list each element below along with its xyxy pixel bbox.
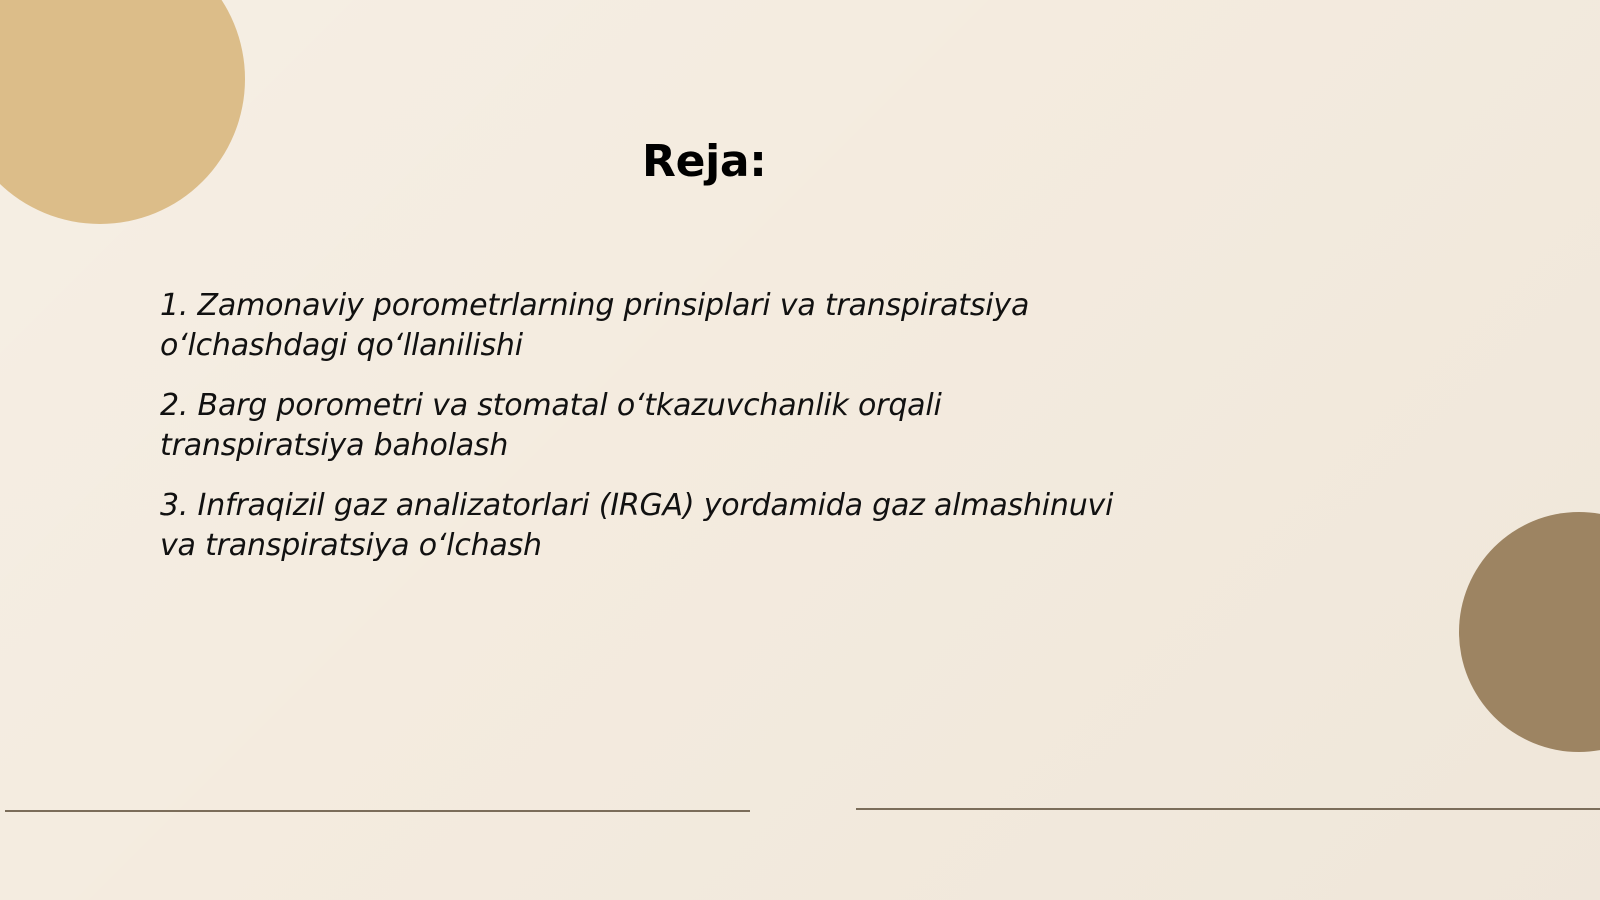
slide-title: Reja: (642, 136, 767, 187)
decorative-circle-right (1459, 512, 1600, 752)
bottom-divider-left (5, 810, 750, 812)
bottom-divider-right (856, 808, 1600, 810)
agenda-item-1: 1. Zamonaviy porometrlarning prinsiplari va transpiratsiya o‘lchashdagi qo‘llanilishi (160, 288, 1030, 363)
agenda-list (160, 286, 1150, 586)
agenda-item-2: 2. Barg porometri va stomatal o‘tkazuvchanlik orqali transpiratsiya baholash (160, 388, 942, 463)
agenda-item-3: 3. Infraqizil gaz analizatorlari (IRGA) yordamida gaz almashinuvi va transpiratsiya o‘lchash (160, 488, 1114, 563)
decorative-circle-top-left (0, 0, 245, 224)
